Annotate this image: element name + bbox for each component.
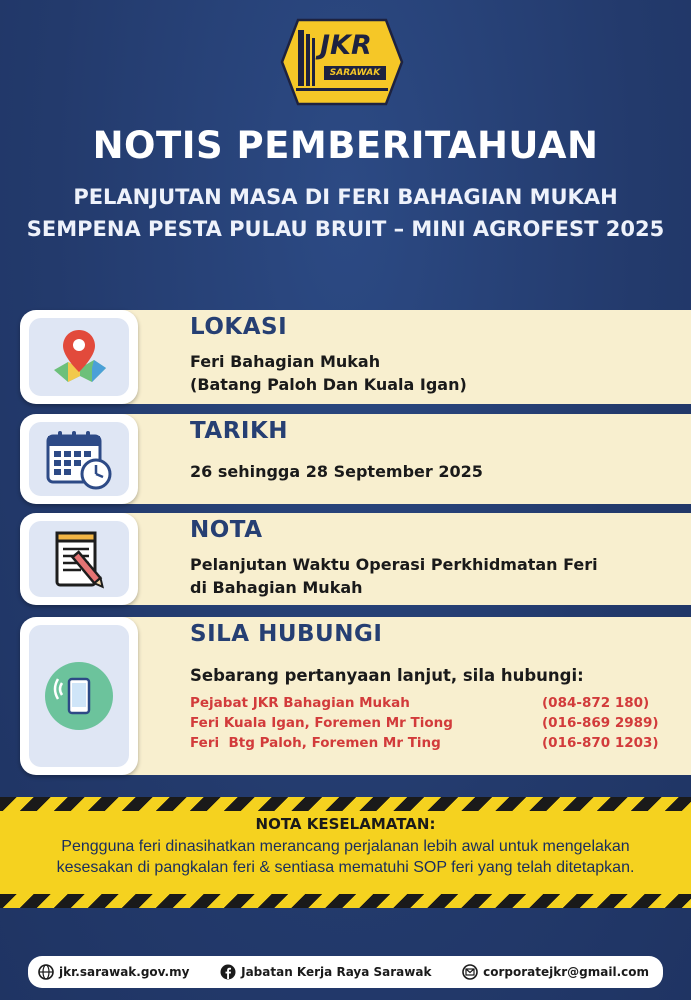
icon-card [20, 513, 138, 605]
section-heading: NOTA [190, 517, 263, 543]
contact-phone[interactable]: (016-870 1203) [542, 735, 659, 751]
footer-website[interactable] [38, 964, 189, 980]
contact-phone[interactable]: (084-872 180) [542, 695, 650, 711]
footer-email[interactable] [462, 964, 649, 980]
icon-inner [29, 521, 129, 597]
footer-facebook[interactable] [220, 964, 431, 980]
notepad-pencil-icon [47, 527, 111, 591]
contact-phone[interactable]: (016-869 2989) [542, 715, 659, 731]
safety-text-line-2: kesesakan di pangkalan feri & sentiasa mematuhi SOP feri yang telah ditetapkan. [56, 859, 635, 876]
subtitle-line-1: PELANJUTAN MASA DI FERI BAHAGIAN MUKAH [73, 185, 618, 209]
contact-list [190, 693, 670, 753]
section-heading: TARIKH [190, 418, 289, 444]
map-pin-icon [48, 326, 110, 388]
section-heading: LOKASI [190, 314, 288, 340]
section-text-line-1: Feri Bahagian Mukah [190, 352, 381, 371]
icon-card [20, 617, 138, 775]
calendar-clock-icon [44, 428, 114, 490]
safety-note [0, 811, 691, 894]
hazard-stripes-top [0, 797, 691, 811]
icon-inner [29, 422, 129, 496]
section-text-line-2: (Batang Paloh Dan Kuala Igan) [190, 375, 467, 394]
section-hubungi [20, 617, 691, 775]
website-text: jkr.sarawak.gov.my [59, 965, 190, 979]
icon-inner [29, 625, 129, 767]
contact-name: Feri Kuala Igan, Foremen Mr Tiong [190, 715, 453, 731]
subtitle-line-2: SEMPENA PESTA PULAU BRUIT – MINI AGROFEST 2025 [26, 217, 665, 241]
section-heading: SILA HUBUNGI [190, 621, 383, 647]
logo-subtext: SARAWAK [324, 66, 386, 80]
safety-title: NOTA KESELAMATAN: [255, 815, 436, 833]
email-text: corporatejkr@gmail.com [483, 965, 649, 979]
icon-card [20, 414, 138, 504]
globe-icon [38, 964, 54, 980]
contact-name: Feri Btg Paloh, Foremen Mr Ting [190, 735, 441, 751]
contact-name: Pejabat JKR Bahagian Mukah [190, 695, 410, 711]
section-tarikh [20, 414, 691, 504]
section-lokasi [20, 310, 691, 404]
phone-icon [44, 661, 114, 731]
section-text-line-1: 26 sehingga 28 September 2025 [190, 462, 483, 481]
contact-item [190, 733, 670, 753]
icon-card [20, 310, 138, 404]
contact-item [190, 693, 670, 713]
facebook-text: Jabatan Kerja Raya Sarawak [241, 965, 432, 979]
contact-intro: Sebarang pertanyaan lanjut, sila hubungi: [190, 666, 584, 685]
hazard-stripes-bottom [0, 894, 691, 908]
logo-text: JKR [320, 30, 372, 61]
jkr-sarawak-logo [278, 16, 406, 108]
facebook-icon [220, 964, 236, 980]
section-nota [20, 513, 691, 605]
section-text-line-1: Pelanjutan Waktu Operasi Perkhidmatan Feri [190, 555, 598, 574]
contact-item [190, 713, 670, 733]
footer-bar [28, 956, 663, 988]
section-text-line-2: di Bahagian Mukah [190, 578, 363, 597]
icon-inner [29, 318, 129, 396]
safety-text-line-1: Pengguna feri dinasihatkan merancang perjalanan lebih awal untuk mengelakan [61, 838, 630, 855]
email-icon [462, 964, 478, 980]
page-title: NOTIS PEMBERITAHUAN [92, 124, 599, 167]
